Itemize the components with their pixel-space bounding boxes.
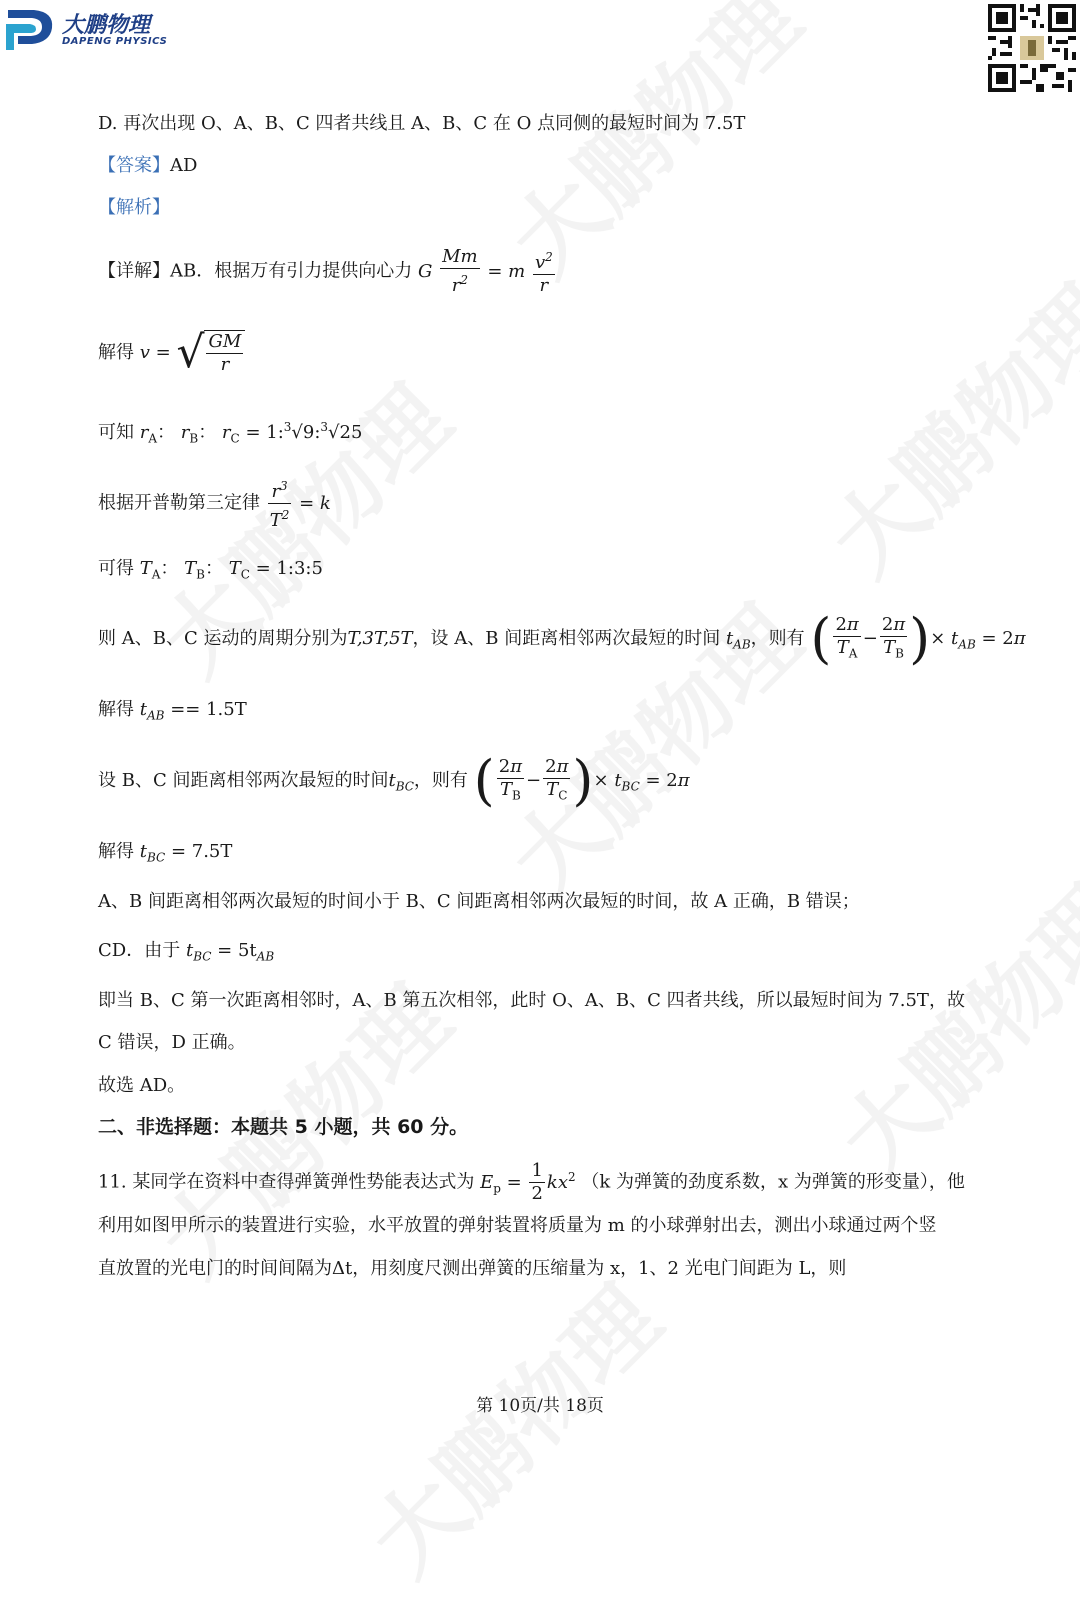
brand-name-cn: 大鹏物理 — [62, 13, 151, 38]
detail-line — [98, 246, 557, 297]
qr-code-icon — [988, 4, 1076, 92]
answer-value: AD — [170, 155, 198, 176]
period-bc-line: 设 B、C 间距离相邻两次最短的时间$t_{BC}$，则有 ( $\frac{2\pi}{T_B}$ − $\frac{2\pi}{T_C}$ )× $t_{BC} = 2\pi$ — [98, 749, 690, 812]
qr-code — [988, 4, 1076, 92]
radius-ratio-formula: $r_A$： $r_B$： $r_C$ = 1:$^3$√9:$^3$√25 — [139, 420, 363, 446]
solve-v-line: 解得 v = √ $\frac{GM}{r}$ — [98, 330, 245, 376]
tbc-value: = 7.5T — [170, 841, 233, 862]
answer-label: 【答案】 — [98, 155, 170, 176]
choose-line: 故选 AD。 — [98, 1075, 186, 1096]
period-ratio-line: 可得 $T_A$： $T_B$： $T_C$ = 1:3:5 — [98, 558, 323, 582]
explain-line-2: C 错误，D 正确。 — [98, 1032, 246, 1053]
velocity-formula: v = √ $\frac{GM}{r}$ — [140, 342, 246, 363]
q11-line-1: 11. 某同学在资料中查得弹簧弹性势能表达式为 $E_p$ = $\frac{1}{2}$ $kx^2$ （k 为弹簧的劲度系数，x 为弹簧的形变量），他 — [98, 1160, 965, 1204]
option-d: D. 再次出现 O、A、B、C 四者共线且 A、B、C 在 O 点同侧的最短时间为 7.5T — [98, 113, 746, 134]
page-number: 第 10页/共 18页 — [476, 1396, 604, 1416]
section-heading: 二、非选择题：本题共 5 小题，共 60 分。 — [98, 1116, 469, 1138]
q11-line-3: 直放置的光电门的时间间隔为Δt，用刻度尺测出弹簧的压缩量为 x，1、2 光电门间距为 L，则 — [98, 1258, 847, 1279]
explain-line-1: 即当 B、C 第一次距离相邻时，A、B 第五次相邻，此时 O、A、B、C 四者共线，所以最短时间为 7.5T，故 — [98, 990, 965, 1011]
detail-intro: AB．根据万有引力提供向心力 — [170, 260, 413, 282]
brand-logo — [4, 6, 174, 52]
watermark — [337, 1252, 683, 1598]
logo-mark-icon — [4, 6, 58, 52]
radius-ratio-line: 可知 $r_A$： $r_B$： $r_C$ = 1:$^3$√9:$^3$√25 — [98, 420, 363, 446]
answer-line — [98, 153, 197, 179]
watermark — [797, 252, 1080, 598]
cd-line: CD．由于 $t_{BC} = 5t_{AB}$ — [98, 940, 275, 964]
solve-tab-line: 解得 $t_{AB} == 1.5T$ — [98, 699, 247, 723]
period-ab-line: 则 A、B、C 运动的周期分别为T,3T,5T，设 A、B 间距离相邻两次最短的时间 $t_{AB}$，则有 ( $\frac{2\pi}{T_A}$ − $\frac{2\pi}{T_B}$ )× $t_{AB} = 2\pi$ — [98, 607, 1026, 670]
period-values: T,3T,5T — [347, 628, 413, 649]
solve-tbc-line: 解得 $t_{BC} = 7.5T$ — [98, 841, 233, 865]
relative-ab-formula: ( $\frac{2\pi}{T_A}$ − $\frac{2\pi}{T_B}$ )× $t_{AB} = 2\pi$ — [810, 607, 1026, 670]
q11-line-2: 利用如图甲所示的装置进行实验，水平放置的弹射装置将质量为 m 的小球弹射出去，测出小球通过两个竖 — [98, 1215, 937, 1236]
detail-label: 【详解】 — [98, 260, 170, 282]
period-ratio-formula: $T_A$： $T_B$： $T_C$ = 1:3:5 — [139, 558, 323, 582]
brand-name-en: DAPENG PHYSICS — [62, 36, 168, 47]
tab-value: == 1.5T — [170, 699, 247, 720]
relative-bc-formula: ( $\frac{2\pi}{T_B}$ − $\frac{2\pi}{T_C}$ )× $t_{BC} = 2\pi$ — [473, 749, 690, 812]
comparison-line: A、B 间距离相邻两次最短的时间小于 B、C 间距离相邻两次最短的时间，故 A 正确，B 错误； — [98, 891, 860, 912]
gravity-formula: G $\frac{Mm}{r^2}$ = m $\frac{v^2}{r}$ — [417, 246, 553, 296]
kepler-formula: $\frac{r^3}{T^2}$ = k — [266, 493, 331, 514]
elastic-energy-formula: $E_p$ = $\frac{1}{2}$ $kx^2$ — [480, 1160, 576, 1204]
kepler-line: 根据开普勒第三定律 $\frac{r^3}{T^2}$ = k — [98, 475, 331, 532]
analysis-label: 【解析】 — [98, 197, 170, 218]
